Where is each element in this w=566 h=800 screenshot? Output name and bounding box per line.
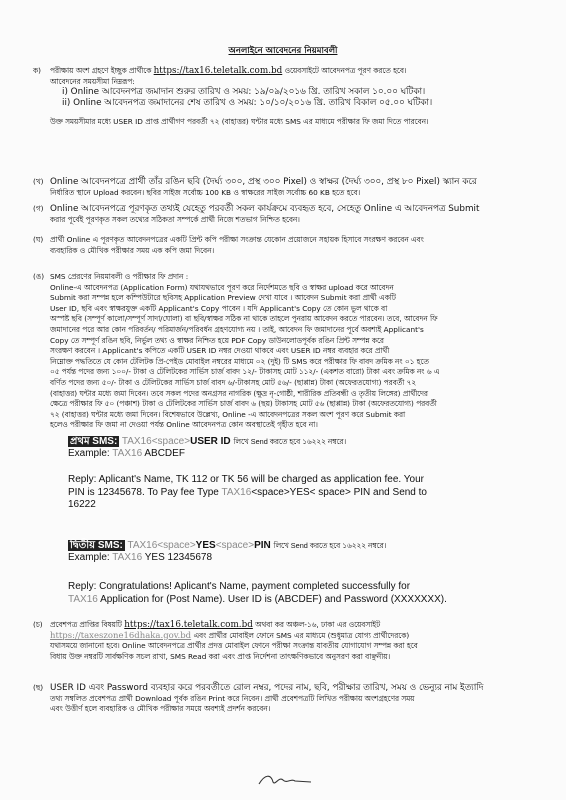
first-reply-code: TAX16 <box>221 486 252 498</box>
first-reply-text: PIN is 12345678. To Pay fee Type <box>68 486 219 498</box>
section-ka <box>33 66 520 128</box>
section-chha <box>33 683 520 715</box>
signature-mark <box>255 770 315 788</box>
section-ga <box>33 204 520 225</box>
ka-text-a: পরীক্ষায় অংশ গ্রহণে ইচ্ছুক প্রার্থীকে <box>50 66 152 75</box>
second-reply-line-2: Application for (Post Name). User ID is (ABCDEF) and Password (XXXXXXX). <box>100 593 447 605</box>
ngo-line: User ID, ছবি এবং স্বাক্ষরযুক্ত একটি Applicant's Copy পাবেন । যদি Applicant's Copy তে কোন ভুল থাকে বা <box>50 303 388 313</box>
second-sms-yes: YES <box>195 540 216 551</box>
kha-line-1: Online আবেদনপত্রে প্রার্থী তাঁর রঙিন ছবি (দৈর্ঘ্য ৩০০, প্রস্থ ৩০০ Pixel) ও স্বাক্ষর (দৈর্ঘ্য ৩০০, প্রস্থ ৮০ Pixel) স্ক্যান করে <box>50 177 477 187</box>
section-cha-mark: (চ) <box>33 620 43 629</box>
taxeszone-link[interactable]: https://taxeszone16dhaka.gov.bd <box>50 630 192 641</box>
ka-text-b: ওয়েবসাইটে আবেদনপত্র পূরণ করতে হবে। <box>284 66 407 75</box>
ngo-heading: SMS প্রেরণের নিয়মাবলী ও পরীক্ষার ফি প্রদান : <box>50 272 189 281</box>
tax16-link[interactable]: https://tax16.teletalk.com.bd <box>124 620 253 630</box>
ka-sms-window: উক্ত সময়সীমার মধ্যে USER ID প্রাপ্ত প্রার্থীগণ পরবর্তী ৭২ (বাহাত্তর) ঘন্টার মধ্যে SMS এর মাধ্যমে পরীক্ষার ফি জমা দিতে পারবেন। <box>50 117 429 127</box>
second-sms-block <box>68 540 523 564</box>
ngo-line: বর্ণিত পদের জন্য ৫০/- টাকা ও টেলিটকের সার্ভিস চার্জ বাবদ ৬/-টাকাসহ মোট ৫৬/- (ছাপ্পান্ন) টাকা (অফেরতযোগ্য) পরবর্তী ৭২ <box>50 377 417 387</box>
section-ka-mark: ক) <box>33 66 41 75</box>
first-reply-block <box>68 474 523 512</box>
gha-line-1: প্রার্থী Online এ পূরণকৃত আবেদনপত্রের একটি প্রিন্ট কপি পরীক্ষা সংক্রান্ত যেকোন প্রয়োজনে সহায়ক হিসাবে সংরক্ষণ করবেন এবং <box>50 235 424 244</box>
ga-line-1: Online আবেদনপত্রে পূরণকৃত তথ্যই যেহেতু পরবর্তী সকল কার্যক্রমে ব্যবহৃত হবে, সেহেতু Online এ আবেদনপত্র Submit <box>50 204 480 214</box>
second-sms-pin: PIN <box>254 540 271 551</box>
section-gha <box>33 235 520 256</box>
ngo-line: সংরক্ষণ করবেন । Applicant's কপিতে একটি USER ID নম্বর দেওয়া থাকবে এবং USER ID নম্বর ব্যবহার করে প্রার্থী <box>50 346 390 356</box>
ngo-line: হলেও পরীক্ষার ফি জমা না দেওয়া পর্যন্ত Online আবেদনপত্র কোন অবস্থাতেই গৃহীত হবে না। <box>50 420 318 430</box>
page-title: অনলাইনে আবেদনের নিয়মাবলী <box>228 46 338 56</box>
chha-line-1: USER ID এবং Password ব্যবহার করে পরবর্তীতে রোল নম্বর, পদের নাম, ছবি, পরীক্ষার তারিখ, সময় ও ভেন্যুর নাম ইত্যাদি <box>50 683 484 693</box>
section-chha-mark: (ছ) <box>33 683 44 692</box>
first-sms-userid: USER ID <box>190 436 231 447</box>
section-cha <box>33 620 520 662</box>
first-reply-line-1: Reply: Aplicant's Name, TK 112 or TK 56 will be charged as application fee. Your <box>68 474 425 485</box>
cha-text-3: যথাসময়ে জানানো হবে। Online আবেদনপত্রে প্রার্থীর প্রদত্ত মোবাইল ফোনে পরীক্ষা সংক্রান্ত যাবতীয় যোগাযোগ সম্পন্ন করা হবে <box>50 641 418 651</box>
chha-line-2: তথ্য সম্বলিত প্রবেশপত্র প্রার্থী Download পূর্বক রঙিন Print করে নিবেন। প্রার্থী প্রবেশপত্রটি লিখিত পরীক্ষায় অংশগ্রহণের সময় <box>50 693 415 703</box>
ka-deadline-intro: আবেদনের সময়সীমা নিম্নরূপ: <box>50 76 135 86</box>
first-sms-label: প্রথম SMS: <box>70 436 118 447</box>
second-example-label: Example: <box>68 552 110 563</box>
second-sms-label: দ্বিতীয় SMS: <box>70 540 123 551</box>
gha-line-2: ব্যবহারিক ও মৌখিক পরীক্ষার সময় এক কপি জমা দিবেন। <box>50 245 215 255</box>
cha-text-4: বিধায় উক্ত নম্বরটি সার্বক্ষণিক সচল রাখা, SMS Read করা এবং প্রাপ্ত নির্দেশনা তাৎক্ষণিকভাবে অনুসরণ করা বাঞ্ছনীয়। <box>50 651 391 661</box>
ngo-line: অস্পষ্ট ছবি (সম্পূর্ণ কালো/সম্পূর্ণ সাদা/ঘোলা) বা ছবি/স্বাক্ষর সঠিক না থাকে তাহলে পুনরায় আবেদন করতে পারবেন। তবে, আবেদন ফি <box>50 314 438 324</box>
section-gha-mark: (ঘ) <box>33 235 44 244</box>
first-example-label: Example: <box>68 448 110 459</box>
ka-start-date: i) Online আবেদনপত্র জমাদান শুরুর তারিখ ও সময়: ১৯/০৯/২০১৬ খ্রি. তারিখ সকাল ১০.০০ ঘটিকা। <box>62 87 426 98</box>
first-sms-code: TAX16<space> <box>121 436 191 447</box>
ngo-line: Copy তে সম্পূর্ণ রঙিন ছবি, নির্ভুল তথ্য ও স্বাক্ষর নিশ্চিত হয়ে PDF Copy ডাউনলোডপূর্বক রঙিন প্রিন্ট সম্পন্ন করে <box>50 335 384 345</box>
ngo-line: (বাহাত্তর) ঘন্টার মধ্যে জমা দিবেন। তবে সকল পদের অনগ্রসর নাগরিক (ক্ষুদ্র নৃ-গোষ্ঠী, শারীরিক প্রতিবন্ধী ও তৃতীয় লিঙ্গের) প্রার্থীদের <box>50 388 428 398</box>
cha-text-2: এবং প্রার্থীর মোবাইল ফোনে SMS এর মাধ্যমে (শুধুমাত্র যোগ্য প্রার্থীদেরকে) <box>193 630 410 640</box>
ngo-line: ৭২ (বাহাত্তর) ঘন্টার মধ্যে জমা দিবেন। বিশেষভাবে উল্লেখ্য, Online -এ আবেদনপত্রের সকল অংশ পূরণ করে Submit করা <box>50 409 406 419</box>
second-example-value: YES 12345678 <box>144 552 213 563</box>
chha-line-3: এবং উত্তীর্ণ হলে ব্যবহারিক ও মৌখিক পরীক্ষার সময়ে অবশ্যই প্রদর্শন করবেন। <box>50 704 271 714</box>
second-reply-code: TAX16 <box>68 593 98 605</box>
second-example-code: TAX16 <box>112 552 143 563</box>
cha-text-a: প্রবেশপত্র প্রাপ্তির বিষয়টি <box>50 620 122 629</box>
first-reply-number: 16222 <box>68 499 96 510</box>
section-kha <box>33 177 520 198</box>
kha-line-2: নির্ধারিত স্থানে Upload করবেন। ছবির সাইজ সর্বোচ্চ 100 KB ও স্বাক্ষরের সাইজ সর্বোচ্চ 60 KB হতে হবে। <box>50 187 361 197</box>
ngo-line: Submit করা সম্পন্ন হলে কম্পিউটারে ছবিসহ Application Preview দেখা যাবে । আবেদন Submit করা প্রার্থী একটি <box>50 293 396 303</box>
section-kha-mark: (খ) <box>33 177 44 186</box>
cha-text-b: অথবা কর অঞ্চল-১৬, ঢাকা এর ওয়েবসাইট <box>255 620 381 629</box>
second-sms-space: <space> <box>215 540 255 551</box>
ngo-line: ক্ষেত্রে পরীক্ষার ফি ৫০ (পঞ্চাশ) টাকা ও টেলিটকের সার্ভিস চার্জ বাবদ ৬ (ছয়) টাকাসহ মোট ৫৬ (ছাপ্পান্ন) টাকা (অফেরতযোগ্য) পরবর্তী <box>50 399 437 409</box>
first-example-value: ABCDEF <box>144 448 185 459</box>
ngo-line: ০৫ পর্যন্ত পদের জন্য ১০০/- টাকা ও টেলিটকের সার্ভিস চার্জ বাবদ ১২/- টাকাসহ মোট ১১২/- (একশত বারো) টাকা এবং ক্রমিক নং ৬ এ <box>50 367 440 377</box>
second-reply-line-1: Reply: Congratulations! Aplicant's Name, payment completed successfully for <box>68 581 411 592</box>
section-ngo-mark: (ঙ) <box>33 272 45 281</box>
second-reply-block <box>68 581 523 606</box>
first-sms-instruction: লিখে Send করতে হবে ১৬২২২ নম্বরে। <box>233 437 347 446</box>
tax16-link[interactable]: https://tax16.teletalk.com.bd <box>153 66 283 76</box>
ka-end-date: ii) Online আবেদনপত্র জমাদানের শেষ তারিখ ও সময়: ১০/১০/২০১৬ খ্রি. তারিখ বিকাল ০৫.০০ ঘটিকা। <box>62 97 433 108</box>
ngo-line: Online-এ আবেদনপত্র (Application Form) যথাযথভাবে পূরণ করে নির্দেশমতে ছবি ও স্বাক্ষর upload করে আবেদন <box>50 282 394 292</box>
ngo-line: জমাদানের পরে আর কোন পরিবর্তন/ পরিমার্জন/পরিবর্ধন গ্রহণযোগ্য নয় । তাই, আবেদন ফি জমাদানের পূর্বে অবশ্যই Applicant's <box>50 324 424 334</box>
section-ngo <box>33 272 520 431</box>
first-example-code: TAX16 <box>112 448 143 459</box>
first-sms-block <box>68 436 523 460</box>
first-reply-tail: <space>YES< space> PIN and Send to <box>251 486 427 498</box>
second-sms-instruction: লিখে Send করতে হবে ১৬২২২ নম্বরে। <box>273 541 387 550</box>
second-sms-code: TAX16 <box>127 540 158 551</box>
second-sms-space: <space> <box>157 540 196 551</box>
ngo-line: নিম্নোক্ত পদ্ধতিতে যে কোন টেলিটক প্রি-পেইড মোবাইল নম্বরের মাধ্যমে ০২ (দুই) টি SMS করে পরীক্ষার ফি বাবদ ক্রমিক নং ০১ হতে <box>50 356 429 366</box>
ga-line-2: করার পূর্বেই পূরণকৃত সকল তথ্যের সঠিকতা সম্পর্কে প্রার্থী নিজে শতভাগ নিশ্চিত হবেন। <box>50 214 300 224</box>
section-ga-mark: (গ) <box>33 204 44 213</box>
